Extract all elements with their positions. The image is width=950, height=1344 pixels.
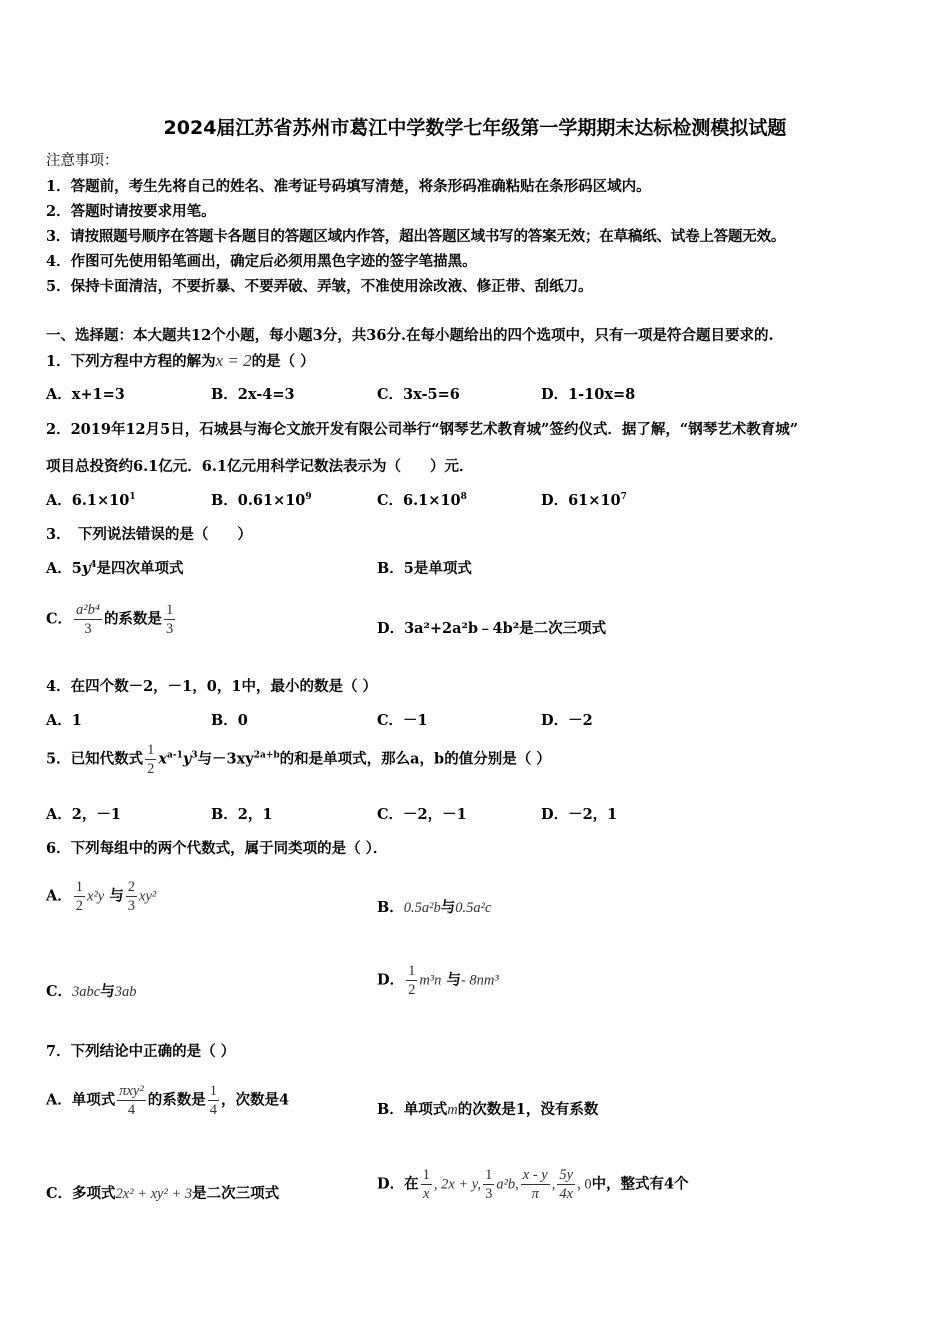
q7-d-f5n: 5y xyxy=(559,1167,574,1183)
q3-a-post: 是四次单项式 xyxy=(96,560,184,577)
q7-d-f4n: x - y xyxy=(522,1167,548,1183)
q4-option-b[interactable]: B．0 xyxy=(211,712,248,729)
question-2-line-2: 项目总投资约6.1亿元．6.1亿元用科学记数法表示为（ ）元． xyxy=(46,458,474,475)
q2-option-c-exp: 8 xyxy=(460,492,467,503)
q7-d-f5d: 4x xyxy=(559,1186,574,1202)
q5-option-d[interactable]: D．－2，1 xyxy=(541,806,618,823)
q3-c-fraction xyxy=(74,601,102,638)
q2-option-b[interactable] xyxy=(211,492,312,510)
q1-option-b[interactable]: B．2x-4=3 xyxy=(211,386,295,403)
q6-d-num: 1 xyxy=(408,963,416,979)
q7-a-cnum: 1 xyxy=(209,1083,217,1099)
q7-option-a[interactable] xyxy=(46,1082,289,1119)
q6-c-mid: 与 xyxy=(100,983,115,1000)
q7-a-num: πxy² xyxy=(119,1083,144,1099)
q5-stem-a: 5．已知代数式 xyxy=(46,750,144,768)
q7-b-var: m xyxy=(447,1102,458,1118)
q7-a-post: ，次数是4 xyxy=(220,1091,290,1109)
note-item-5: 5．保持卡面清洁，不要折暴、不要弄破、弄皱，不准使用涂改液、修正带、刮纸刀。 xyxy=(46,278,593,295)
q6-b-mid: 与 xyxy=(440,899,456,916)
question-5-stem xyxy=(46,741,551,778)
q7-d-t5: , 0 xyxy=(577,1176,592,1193)
q7-d-t2: , 2x + y, xyxy=(433,1176,482,1193)
q3-c-label: C． xyxy=(46,610,73,628)
q3-option-d[interactable]: D．3a²+2a²b﹣4b²是二次三项式 xyxy=(377,620,607,637)
q5-expr1b: y xyxy=(182,750,192,768)
q7-d-fraction-3 xyxy=(483,1166,494,1203)
q5-mid-exp: 2a+b xyxy=(253,750,280,761)
q5-mid: 与－3xy xyxy=(197,750,254,768)
q6-d-expr2: - 8nm³ xyxy=(460,972,499,989)
q5-option-c[interactable]: C．－2，－1 xyxy=(377,806,467,823)
q3-a-exp: 4 xyxy=(90,560,97,571)
q6-option-a[interactable] xyxy=(46,878,156,915)
notes-heading: 注意事项： xyxy=(46,153,119,169)
q4-option-d[interactable]: D．－2 xyxy=(541,712,593,729)
note-item-4: 4．作图可先使用铅笔画出，确定后必须用黑色字迹的签字笔描黑。 xyxy=(46,253,477,270)
q6-option-c[interactable] xyxy=(46,983,136,1001)
q3-c-coef-fraction xyxy=(164,601,175,638)
question-3-stem: 3． 下列说法错误的是（ ） xyxy=(46,526,252,543)
q2-option-d[interactable] xyxy=(541,492,627,510)
q2-option-d-exp: 7 xyxy=(620,492,627,503)
q7-d-f1d: x xyxy=(422,1186,430,1202)
q2-option-d-text: D．61×10 xyxy=(541,492,621,509)
q7-d-fraction-5 xyxy=(557,1166,575,1203)
q6-b-expr1: 0.5a²b xyxy=(403,900,441,916)
question-4-stem: 4．在四个数－2，－1，0，1中，最小的数是（ ） xyxy=(46,678,377,695)
q5-expr1-exp: a-1 xyxy=(167,750,183,761)
page-title: 2024届江苏省苏州市葛江中学数学七年级第一学期期末达标检测模拟试题 xyxy=(163,117,787,139)
q6-c-expr1: 3abc xyxy=(72,984,101,1000)
q6-a-mid: 与 xyxy=(109,887,124,905)
question-2-line-1: 2．2019年12月5日，石城县与海仑文旅开发有限公司举行“钢琴艺术教育城”签约仪式．据了解，“钢琴艺术教育城” xyxy=(46,421,799,438)
q6-b-label: B． xyxy=(377,899,404,916)
q6-a-label: A． xyxy=(46,887,72,905)
q7-c-pre: C．多项式 xyxy=(46,1185,116,1202)
q6-option-b[interactable] xyxy=(377,899,491,917)
q6-a-den1: 2 xyxy=(75,898,84,914)
q6-a-den2: 3 xyxy=(127,898,136,914)
q6-d-mid: 与 xyxy=(446,971,461,989)
q1-option-d[interactable]: D．1-10x=8 xyxy=(541,386,636,403)
q7-a-mid: 的系数是 xyxy=(147,1091,206,1109)
q2-option-b-exp: 9 xyxy=(305,492,312,503)
q7-a-den: 4 xyxy=(127,1102,136,1118)
q5-stem-b: 的和是单项式，那么a，b的值分别是（ ） xyxy=(279,750,551,768)
q5-frac-num: 1 xyxy=(147,742,155,758)
q3-c-den: 3 xyxy=(84,621,92,637)
q7-d-f4d: π xyxy=(531,1186,539,1202)
q7-d-fraction-4 xyxy=(521,1166,550,1203)
question-7-stem: 7．下列结论中正确的是（ ） xyxy=(46,1043,236,1060)
q7-d-f1n: 1 xyxy=(422,1167,430,1183)
q3-c-cnum: 1 xyxy=(165,602,174,618)
note-item-2: 2．答题时请按要求用笔。 xyxy=(46,203,216,220)
question-1-stem xyxy=(46,352,315,371)
q5-option-a[interactable]: A．2，－1 xyxy=(46,806,121,823)
q4-option-c[interactable]: C．－1 xyxy=(377,712,428,729)
q7-a-coef-fraction xyxy=(208,1082,219,1119)
q7-a-cden: 4 xyxy=(209,1102,217,1118)
q6-d-den: 2 xyxy=(408,982,416,998)
q2-option-a-exp: 1 xyxy=(129,492,136,503)
q7-d-t4: , xyxy=(551,1176,556,1193)
q5-expr1b-exp: 3 xyxy=(191,750,198,761)
q2-option-a-text: A．6.1×10 xyxy=(46,492,130,509)
q7-b-post: 的次数是1，没有系数 xyxy=(457,1101,599,1118)
q5-frac-den: 2 xyxy=(147,761,155,777)
q6-c-expr2: 3ab xyxy=(114,984,137,1000)
note-item-3: 3．请按照题号顺序在答题卡各题目的答题区域内作答，超出答题区域书写的答案无效；在草稿纸、试卷上答题无效。 xyxy=(46,228,786,245)
q6-a-fraction-1 xyxy=(74,878,85,915)
q7-option-d[interactable] xyxy=(377,1166,689,1203)
q6-d-label: D． xyxy=(377,971,405,989)
q1-option-c[interactable]: C．3x-5=6 xyxy=(377,386,460,403)
q1-stem-b: 的是（ ） xyxy=(251,353,315,370)
q7-d-t3: a²b, xyxy=(496,1176,519,1193)
q2-option-a[interactable] xyxy=(46,492,136,510)
q6-a-num2: 2 xyxy=(127,879,136,895)
q4-option-a[interactable]: A．1 xyxy=(46,712,82,729)
q3-a-var: y xyxy=(81,560,91,577)
q7-option-b[interactable] xyxy=(377,1101,598,1119)
note-item-1: 1．答题前，考生先将自己的姓名、准考证号码填写清楚，将条形码准确粘贴在条形码区域内。 xyxy=(46,178,651,195)
q3-option-b[interactable]: B．5是单项式 xyxy=(377,560,472,577)
q1-equation: x = 2 xyxy=(215,351,252,370)
q7-b-pre: B．单项式 xyxy=(377,1101,448,1118)
q6-a-expr2: xy² xyxy=(139,888,157,905)
q7-d-fraction-1 xyxy=(421,1166,432,1203)
q7-d-post: 中，整式有4个 xyxy=(591,1175,689,1193)
q5-expr1: x xyxy=(158,750,167,768)
q3-option-c[interactable] xyxy=(46,601,177,638)
question-6-stem: 6．下列每组中的两个代数式，属于同类项的是（ ）． xyxy=(46,840,388,857)
q3-option-a[interactable] xyxy=(46,560,184,578)
q6-a-fraction-2 xyxy=(126,878,137,915)
q5-fraction xyxy=(145,741,156,778)
q6-option-d[interactable] xyxy=(377,962,499,999)
q3-c-cden: 3 xyxy=(165,621,174,637)
q7-a-fraction xyxy=(117,1082,145,1119)
q2-option-c[interactable] xyxy=(377,492,467,510)
q6-a-num1: 1 xyxy=(75,879,84,895)
q1-option-a[interactable]: A．x+1=3 xyxy=(46,386,125,403)
q7-d-f3n: 1 xyxy=(485,1167,493,1183)
q3-a-pre: A．5 xyxy=(46,560,82,577)
q7-c-post: 是二次三项式 xyxy=(192,1185,280,1202)
q2-option-b-text: B．0.61×10 xyxy=(211,492,306,509)
q3-c-mid: 的系数是 xyxy=(103,610,162,628)
q6-a-expr1: x²y xyxy=(87,888,105,905)
q1-stem-a: 1．下列方程中方程的解为 xyxy=(46,353,216,370)
q7-d-f3d: 3 xyxy=(485,1186,493,1202)
q5-option-b[interactable]: B．2，1 xyxy=(211,806,273,823)
q7-d-pre: D．在 xyxy=(377,1175,419,1193)
q7-c-expr: 2x² + xy² + 3 xyxy=(115,1186,193,1202)
q7-option-c[interactable] xyxy=(46,1185,279,1203)
q3-c-num: a²b⁴ xyxy=(76,602,100,618)
q6-d-fraction xyxy=(406,962,417,999)
q6-d-expr1: m³n xyxy=(419,972,442,989)
q6-b-expr2: 0.5a²c xyxy=(455,900,492,916)
q6-c-label: C． xyxy=(46,983,73,1000)
section-heading: 一、选择题：本大题共12个小题，每小题3分，共36分.在每小题给出的四个选项中，只有一项是符合题目要求的. xyxy=(46,327,774,344)
q7-a-pre: A．单项式 xyxy=(46,1091,116,1109)
q2-option-c-text: C．6.1×10 xyxy=(377,492,461,509)
